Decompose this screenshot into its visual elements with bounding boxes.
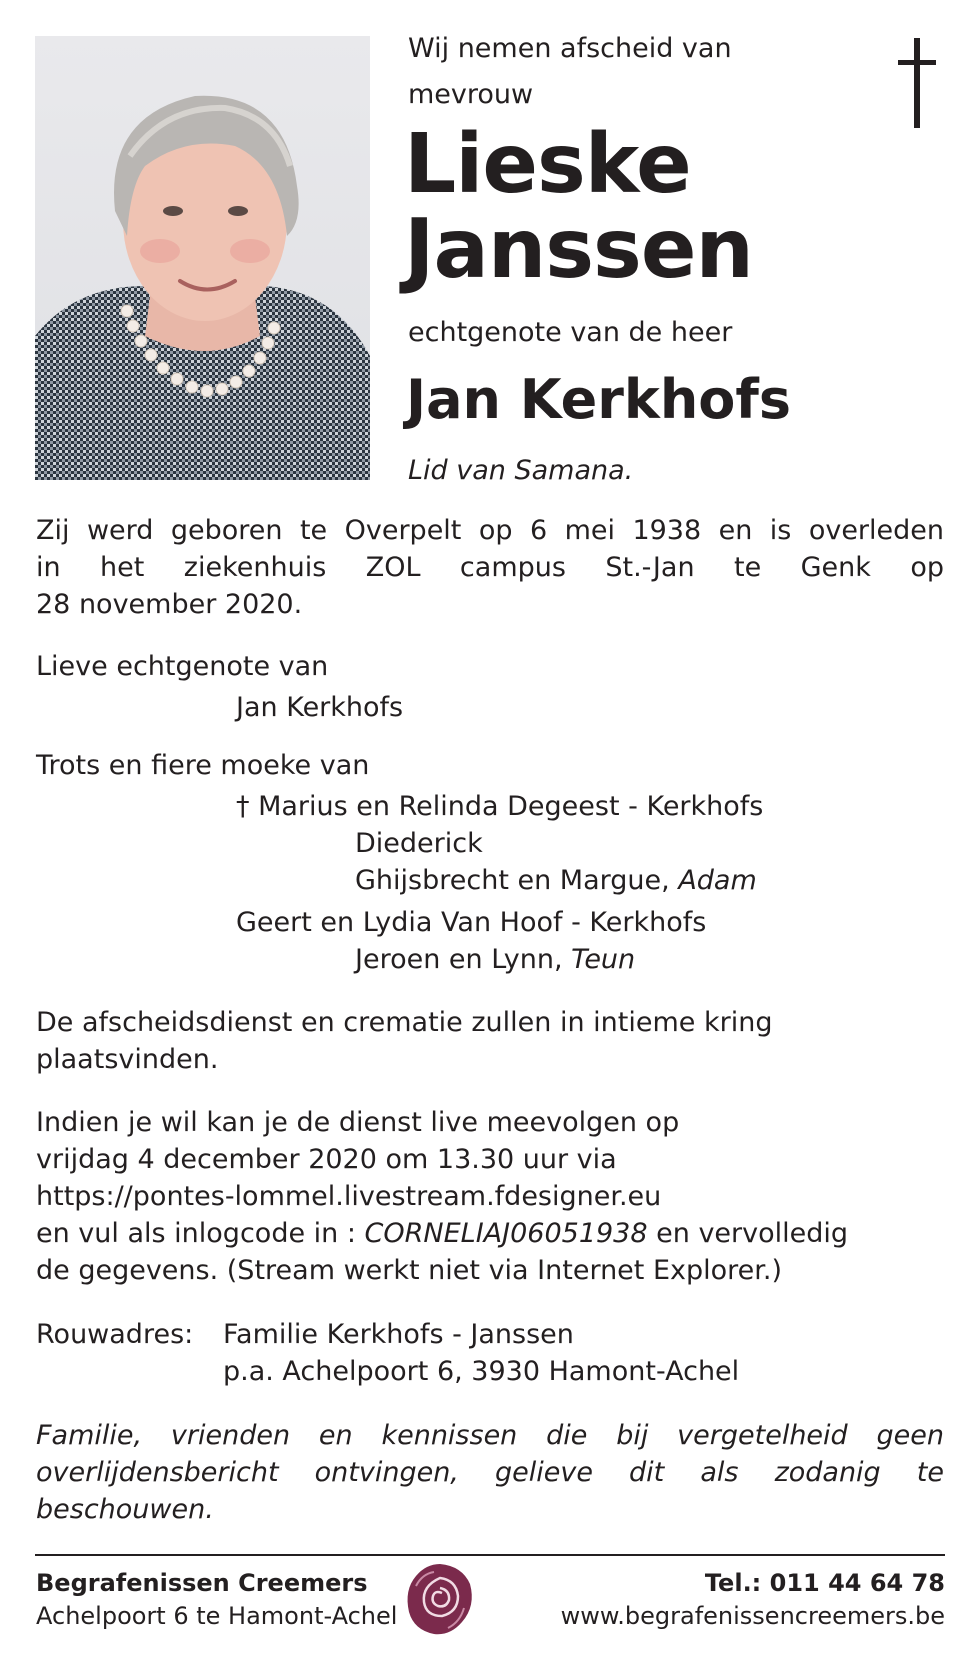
ceremony-line-2: plaatsvinden. [36,1044,219,1075]
footer-company-address: Achelpoort 6 te Hamont-Achel [36,1602,398,1630]
stream-code-label: en vul als inlogcode in : [36,1218,356,1249]
note-line-1: Familie, vrienden en kennissen die bij vergetelheid geen [36,1420,944,1451]
family-1: † Marius en Relinda Degeest - Kerkhofs [236,791,764,822]
stream-url[interactable]: https://pontes-lommel.livestream.fdesigner.eu [36,1181,662,1212]
stream-line-4 [36,1215,848,1252]
address-line-1: Familie Kerkhofs - Janssen [223,1319,574,1350]
spouse-label: Lieve echtgenote van [36,651,329,682]
note-line-2: overlijdensbericht ontvingen, gelieve dit als zodanig te [36,1457,944,1488]
stream-line-2: vrijdag 4 december 2020 om 13.30 uur via [36,1144,617,1175]
stream-line-1: Indien je wil kan je de dienst live meevolgen op [36,1107,680,1138]
note-line-3: beschouwen. [36,1494,214,1525]
family-2-child-1 [355,941,635,978]
family-1-child-1: Diederick [355,828,483,859]
children-label: Trots en fiere moeke van [36,750,370,781]
intro-line-1: Wij nemen afscheid van [408,33,732,64]
stream-login-code: CORNELIAJ06051938 [364,1218,648,1249]
ceremony-line-1: De afscheidsdienst en crematie zullen in intieme kring [36,1007,773,1038]
address-line-2: p.a. Achelpoort 6, 3930 Hamont-Achel [223,1356,740,1387]
deceased-first-name: Lieske [404,117,691,212]
membership-note: Lid van Samana. [408,455,634,486]
stream-line-4-end: en vervolledig [656,1218,849,1249]
cross-icon [896,38,938,128]
footer-divider [35,1554,945,1556]
portrait-photo [35,36,370,480]
spouse-name: Jan Kerkhofs [236,692,404,723]
intro-line-2: mevrouw [408,79,534,110]
birth-death-line-3: 28 november 2020. [36,589,303,620]
family-2: Geert en Lydia Van Hoof - Kerkhofs [236,907,707,938]
family-1-child-2-names: Ghijsbrecht en Margue, [355,865,670,896]
portrait-illustration [35,36,370,480]
family-2-child-1-names: Jeroen en Lynn, [355,944,563,975]
birth-death-line-2: in het ziekenhuis ZOL campus St.-Jan te Genk op [36,552,944,583]
family-1-grandchild: Adam [678,865,757,896]
spouse-intro: echtgenote van de heer [408,317,733,348]
rose-icon [404,1560,476,1638]
family-1-child-2 [355,862,757,899]
deceased-last-name: Janssen [404,202,753,297]
spouse-name-heading: Jan Kerkhofs [406,368,792,431]
footer-phone: Tel.: 011 44 64 78 [704,1569,945,1597]
birth-death-line-1: Zij werd geboren te Overpelt op 6 mei 1938 en is overleden [36,515,944,546]
stream-line-5: de gegevens. (Stream werkt niet via Internet Explorer.) [36,1255,783,1286]
footer-website[interactable]: www.begrafenissencreemers.be [560,1602,945,1630]
address-label: Rouwadres: [36,1319,194,1350]
footer-company: Begrafenissen Creemers [36,1569,368,1597]
family-2-grandchild: Teun [571,944,636,975]
